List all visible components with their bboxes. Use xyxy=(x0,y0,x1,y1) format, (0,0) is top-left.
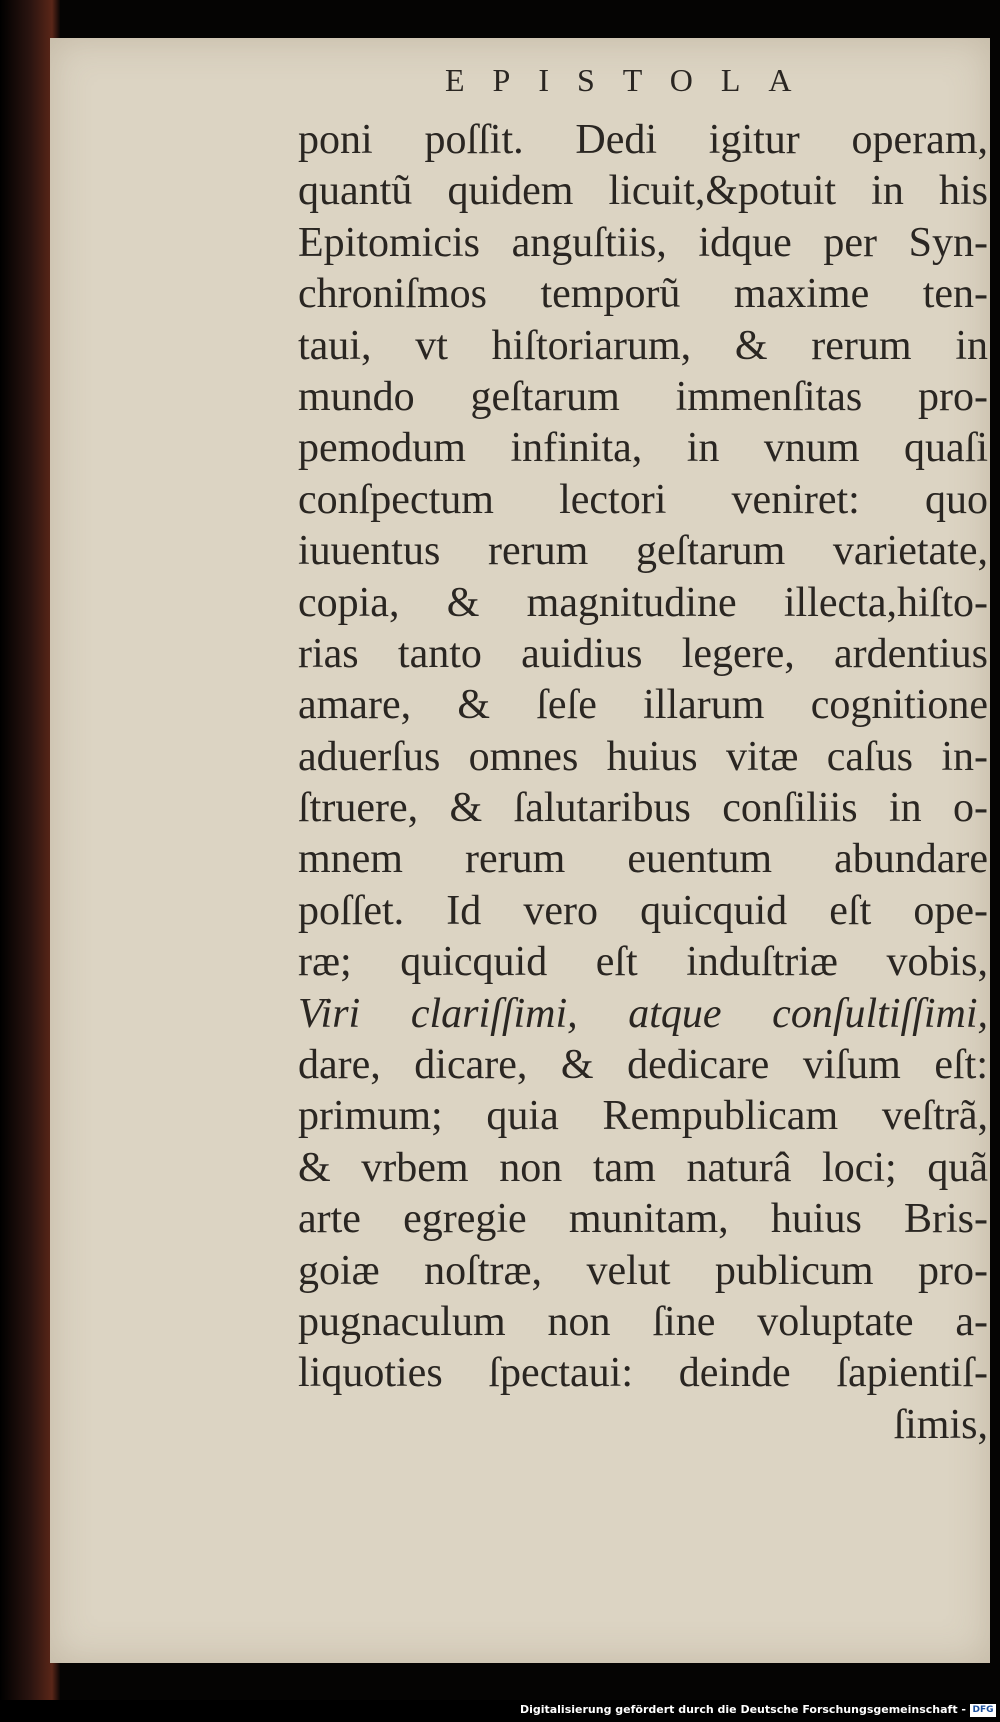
catchword: ſimis, xyxy=(893,1401,988,1448)
dfg-logo: DFG xyxy=(970,1704,996,1717)
text-line-22: arte egregie munitam, huius Bris- xyxy=(298,1196,988,1243)
text-line-4: chroniſmos temporũ maxime ten- xyxy=(298,271,988,318)
text-line-21: & vrbem non tam naturâ loci; quã xyxy=(298,1144,988,1191)
text-line-10: copia, & magnitudine illecta,hiſto- xyxy=(298,579,988,626)
text-line-6: mundo geſtarum immenſitas pro- xyxy=(298,373,988,420)
text-line-19: dare, dicare, & dedicare viſum eſt: xyxy=(298,1042,988,1089)
text-line-14: ſtruere, & ſalutaribus conſiliis in o- xyxy=(298,785,988,832)
text-line-20: primum; quia Rempublicam veſtrã, xyxy=(298,1093,988,1140)
text-line-11: rias tanto auidius legere, ardentius xyxy=(298,630,988,677)
text-line-18: Viri clariſſimi, atque conſultiſſimi, xyxy=(298,990,988,1037)
running-head: EPISTOLA xyxy=(445,62,820,98)
text-line-15: mnem rerum euentum abundare xyxy=(298,836,988,883)
text-line-16: poſſet. Id vero quicquid eſt ope- xyxy=(298,887,988,934)
text-line-5: taui, vt hiſtoriarum, & rerum in xyxy=(298,322,988,369)
text-line-13: aduerſus omnes huius vitæ caſus in- xyxy=(298,733,988,780)
footer-credit: Digitalisierung gefördert durch die Deutsche Forschungsgemeinschaft - xyxy=(519,1703,966,1716)
text-line-25: liquoties ſpectaui: deinde ſapientiſ- xyxy=(298,1350,988,1397)
text-line-23: goiæ noſtræ, velut publicum pro- xyxy=(298,1247,988,1294)
body-text xyxy=(298,115,988,1451)
text-line-3: Epitomicis anguſtiis, idque per Syn- xyxy=(298,219,988,266)
text-line-8: conſpectum lectori veniret: quo xyxy=(298,476,988,523)
text-line-9: iuuentus rerum geſtarum varietate, xyxy=(298,528,988,575)
text-line-24: pugnaculum non ſine voluptate a- xyxy=(298,1298,988,1345)
text-line-17: ræ; quicquid eſt induſtriæ vobis, xyxy=(298,939,988,986)
text-line-2: quantũ quidem licuit,&potuit in his xyxy=(298,168,988,215)
text-line-1: poni poſſit. Dedi igitur operam, xyxy=(298,117,988,163)
text-line-7: pemodum infinita, in vnum quaſi xyxy=(298,425,988,472)
text-line-12: amare, & ſeſe illarum cognitione xyxy=(298,682,988,729)
